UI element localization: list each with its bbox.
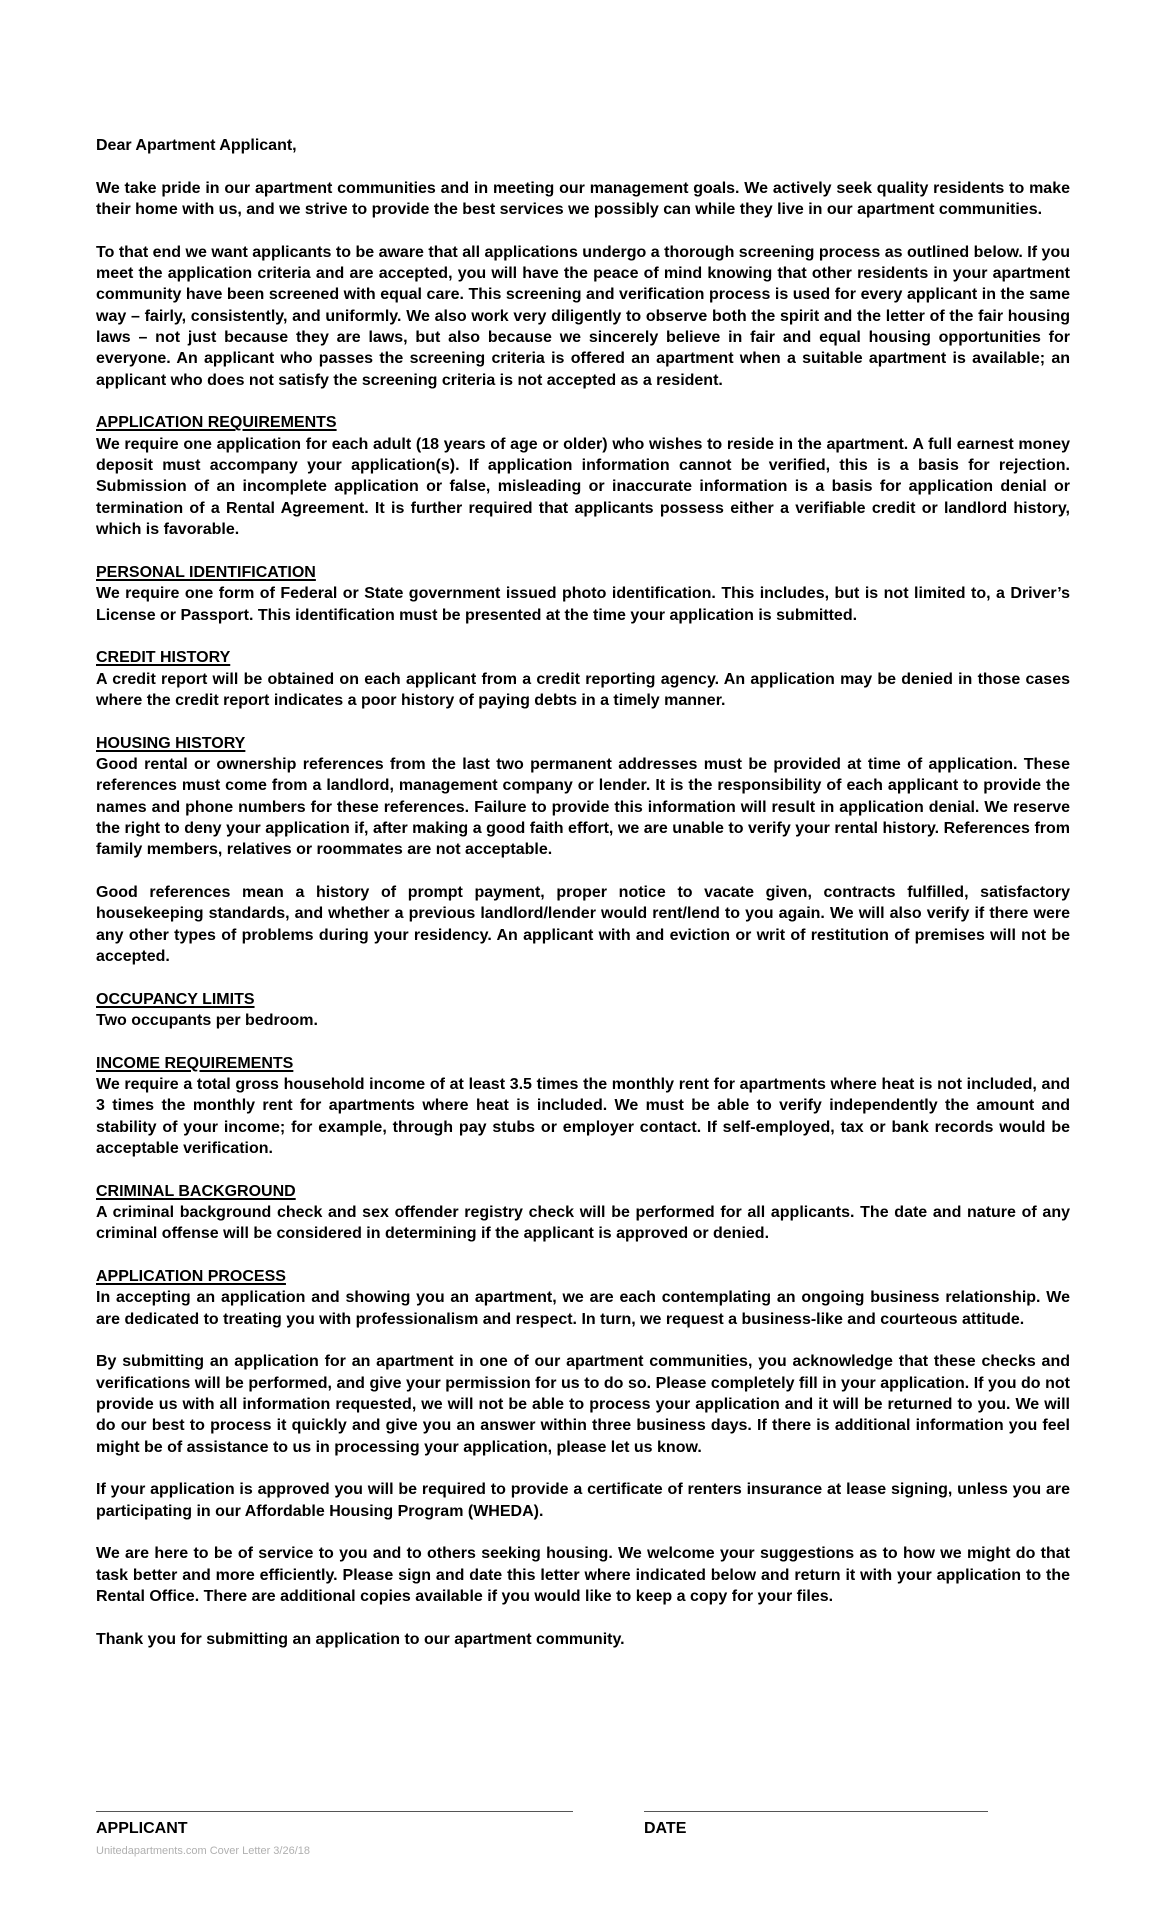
section-application-process [96,1266,1070,1650]
section-heading: APPLICATION PROCESS [96,1268,286,1286]
section-paragraph: A criminal background check and sex offender registry check will be performed for all applicants. The date and nature of any criminal offense will be considered in determining if the applicant is approved or denied. [96,1204,1070,1243]
section-paragraph: Good references mean a history of prompt payment, proper notice to vacate given, contracts fulfilled, satisfactory housekeeping standards, and whether a previous landlord/lender would rent/lend to you again. We will also verify if there were any other types of problems during your residency. An applicant with and eviction or writ of restitution of premises will not be accepted. [96,883,1070,965]
section-paragraph: Two occupants per bedroom. [96,1011,318,1029]
section-paragraph: By submitting an application for an apartment in one of our apartment communities, you acknowledge that these checks and verifications will be performed, and give your permission for us to do so. Please completely fill in your application. If you do not provide us with all information requested, we will not be able to process your application and it will be returned to you. We will do our best to process it quickly and give you an answer within three business days. If there is additional information you feel might be of assistance to us in processing your application, please let us know. [96,1353,1070,1456]
section-paragraph: Good rental or ownership references from the last two permanent addresses must be provided at time of application. These references must come from a landlord, management company or lender. It is the responsibility of each applicant to provide the names and phone numbers for these references. Failure to provide this information will result in application denial. We reserve the right to deny your application if, after making a good faith effort, we are unable to verify your rental history. References from family members, relatives or roommates are not acceptable. [96,755,1070,859]
section-paragraph: A credit report will be obtained on each applicant from a credit reporting agency. An application may be denied in those cases where the credit report indicates a poor history of paying debts in a timely manner. [96,670,1070,709]
letter-body [96,135,1070,1672]
date-signature-line[interactable] [644,1811,988,1812]
section-occupancy-limits [96,989,1070,1032]
applicant-label: APPLICANT [96,1820,188,1837]
section-heading: CRIMINAL BACKGROUND [96,1182,296,1200]
section-application-requirements [96,412,1070,540]
section-income-requirements [96,1053,1070,1160]
section-heading: HOUSING HISTORY [96,734,246,752]
section-credit-history [96,647,1070,711]
section-housing-history [96,733,1070,968]
section-heading: OCCUPANCY LIMITS [96,990,255,1008]
date-label: DATE [644,1820,687,1837]
section-criminal-background [96,1181,1070,1245]
closing-line: Thank you for submitting an application to our apartment community. [96,1630,625,1648]
section-paragraph: We require one application for each adult (18 years of age or older) who wishes to reside in the apartment. A full earnest money deposit must accompany your application(s). If application information cannot be verified, this is a basis for rejection. Submission of an incomplete application or false, misleading or inaccurate information is a basis for application denial or termination of a Rental Agreement. It is further required that applicants possess either a verifiable credit or landlord history, which is favorable. [96,435,1070,539]
section-paragraph: We require one form of Federal or State government issued photo identification. This includes, but is not limited to, a Driver’s License or Passport. This identification must be presented at the time your application is submitted. [96,585,1070,624]
section-heading: CREDIT HISTORY [96,649,231,667]
section-paragraph: If your application is approved you will be required to provide a certificate of renters insurance at lease signing, unless you are participating in our Affordable Housing Program (WHEDA). [96,1481,1070,1520]
intro-paragraph-2: To that end we want applicants to be aware that all applications undergo a thorough screening process as outlined below. If you meet the application criteria and are accepted, you will have the peace of mind knowing that other residents in your apartment community have been screened with equal care. This screening and verification process is used for every applicant in the same way – fairly, consistently, and uniformly. We also work very diligently to observe both the spirit and the letter of the fair housing laws – not just because they are laws, but also because we sincerely believe in fair and equal housing opportunities for everyone. An applicant who passes the screening criteria is offered an apartment when a suitable apartment is available; an applicant who does not satisfy the screening criteria is not accepted as a resident. [96,243,1070,389]
section-heading: APPLICATION REQUIREMENTS [96,414,337,432]
section-heading: PERSONAL IDENTIFICATION [96,563,316,581]
signature-area [0,1811,1166,1871]
section-paragraph: We are here to be of service to you and to others seeking housing. We welcome your suggestions as to how we might do that task better and more efficiently. Please sign and date this letter where indicated below and return it with your application to the Rental Office. There are additional copies available if you would like to keep a copy for your files. [96,1545,1070,1606]
applicant-signature-line[interactable] [96,1811,573,1812]
section-paragraph: In accepting an application and showing you an apartment, we are each contemplating an ongoing business relationship. We are dedicated to treating you with professionalism and respect. In turn, we request a business-like and courteous attitude. [96,1289,1070,1328]
salutation: Dear Apartment Applicant, [96,137,297,154]
section-paragraph: We require a total gross household income of at least 3.5 times the monthly rent for apartments where heat is not included, and 3 times the monthly rent for apartments where heat is included. We must be able to verify independently the amount and stability of your income; for example, through pay stubs or employer contact. If self-employed, tax or bank records would be acceptable verification. [96,1075,1070,1158]
section-personal-identification [96,562,1070,626]
footer-note: Unitedapartments.com Cover Letter 3/26/18 [96,1845,311,1857]
section-heading: INCOME REQUIREMENTS [96,1054,294,1072]
intro-paragraph-1: We take pride in our apartment communities and in meeting our management goals. We actively seek quality residents to make their home with us, and we strive to provide the best services we possibly can while they live in our apartment communities. [96,179,1070,219]
